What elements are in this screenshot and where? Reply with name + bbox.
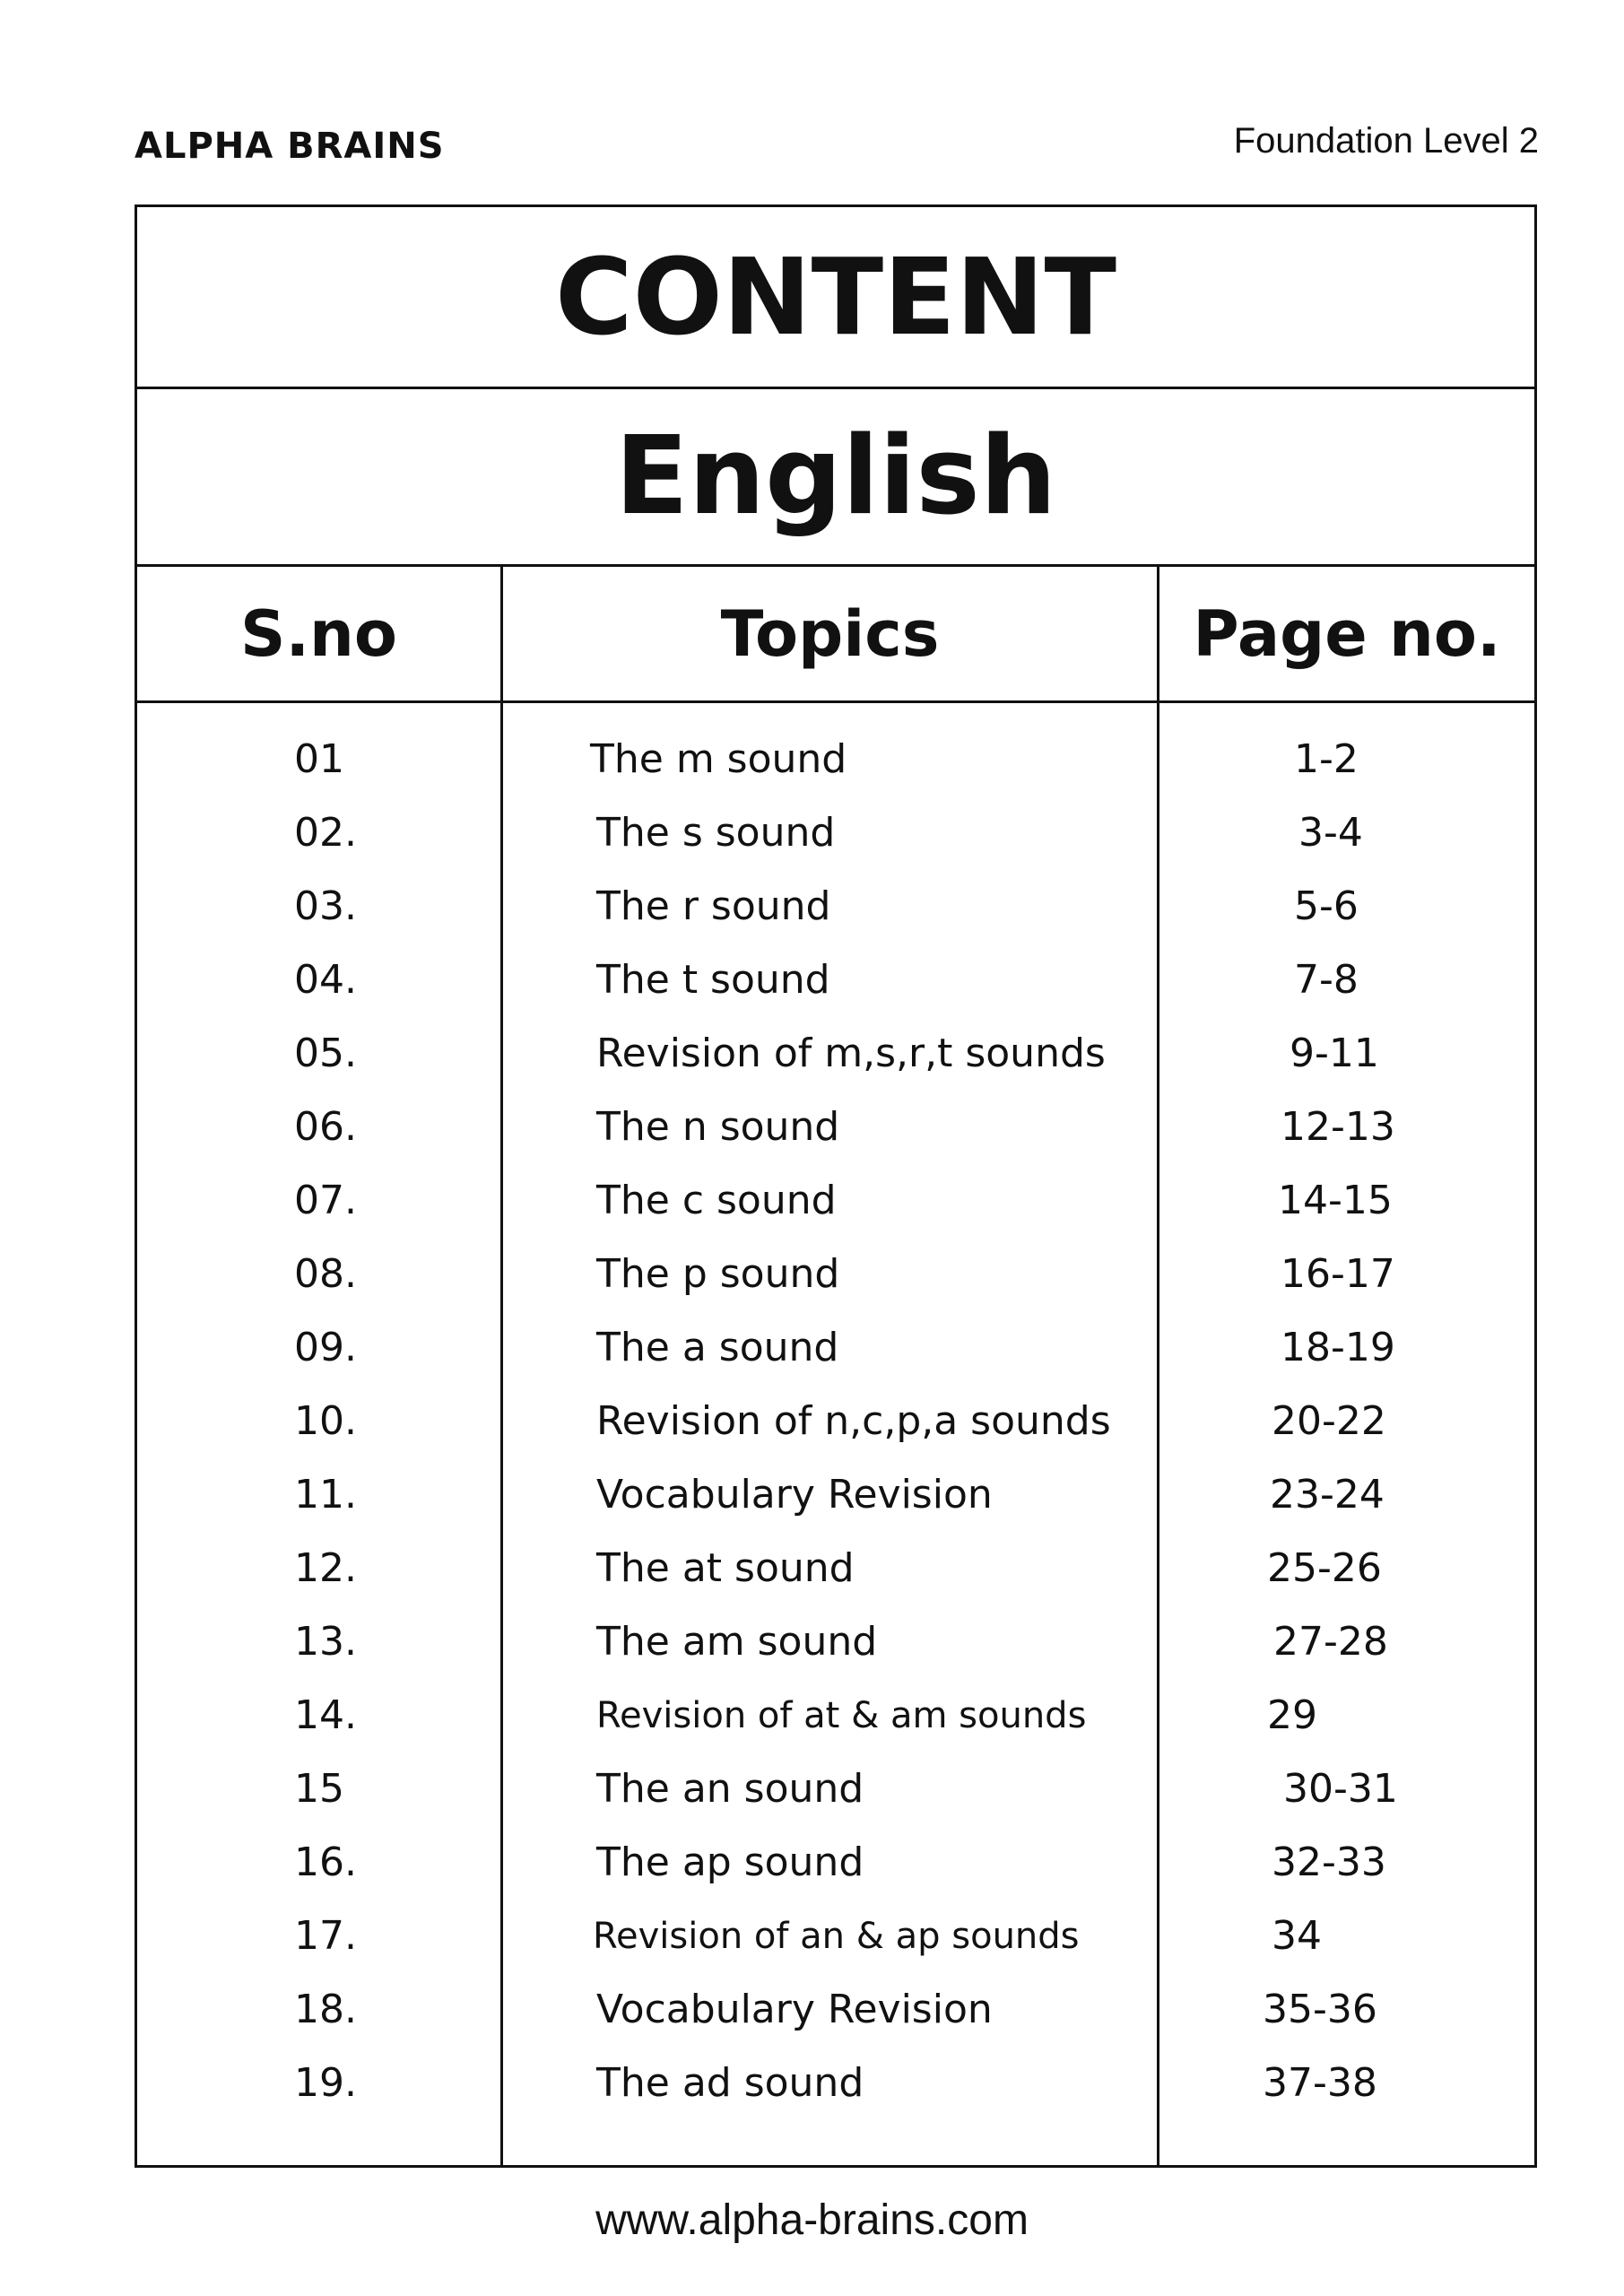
table-row xyxy=(137,1238,1534,1311)
row-topic: The t sound xyxy=(596,957,830,1003)
table-row xyxy=(137,796,1534,870)
row-topic: Vocabulary Revision xyxy=(596,1987,993,2032)
table-row xyxy=(137,1091,1534,1164)
row-sno: 15 xyxy=(294,1766,344,1812)
row-topic: Revision of n,c,p,a sounds xyxy=(596,1398,1111,1444)
row-topic: Revision of an & ap sounds xyxy=(593,1916,1080,1957)
table-row xyxy=(137,1679,1534,1752)
row-sno: 04. xyxy=(294,957,357,1003)
row-pages: 5-6 xyxy=(1294,883,1359,929)
row-pages: 1-2 xyxy=(1294,736,1359,782)
row-sno: 09. xyxy=(294,1325,357,1370)
brand-logo: ALPHA BRAINS xyxy=(135,126,445,167)
row-sno: 06. xyxy=(294,1104,357,1150)
row-topic: Vocabulary Revision xyxy=(596,1472,993,1518)
row-topic: The s sound xyxy=(596,810,836,856)
row-sno: 14. xyxy=(294,1692,357,1738)
row-topic: The n sound xyxy=(596,1104,840,1150)
table-row xyxy=(137,1164,1534,1238)
row-sno: 10. xyxy=(294,1398,357,1444)
row-sno: 17. xyxy=(294,1913,357,1959)
table-header-row xyxy=(137,567,1534,703)
row-sno: 11. xyxy=(294,1472,357,1518)
row-sno: 13. xyxy=(294,1619,357,1665)
row-topic: The c sound xyxy=(596,1178,837,1223)
row-pages: 32-33 xyxy=(1272,1839,1386,1885)
row-topic: Revision of at & am sounds xyxy=(596,1695,1087,1736)
row-topic: The r sound xyxy=(596,883,831,929)
table-row xyxy=(137,1385,1534,1458)
row-sno: 18. xyxy=(294,1987,357,2032)
row-topic: The an sound xyxy=(596,1766,864,1812)
row-pages: 18-19 xyxy=(1281,1325,1395,1370)
row-pages: 20-22 xyxy=(1272,1398,1386,1444)
row-sno: 08. xyxy=(294,1251,357,1297)
table-row xyxy=(137,2047,1534,2120)
row-pages: 16-17 xyxy=(1281,1251,1395,1297)
table-body xyxy=(137,723,1534,2120)
row-pages: 37-38 xyxy=(1263,2060,1377,2106)
table-row xyxy=(137,870,1534,944)
row-sno: 03. xyxy=(294,883,357,929)
page-title: CONTENT xyxy=(137,207,1534,389)
footer-url: www.alpha-brains.com xyxy=(595,2196,1029,2244)
row-pages: 29 xyxy=(1267,1692,1317,1738)
column-header-page-no: Page no. xyxy=(1193,596,1501,671)
row-pages: 7-8 xyxy=(1294,957,1359,1003)
row-pages: 14-15 xyxy=(1278,1178,1393,1223)
table-row xyxy=(137,1900,1534,1973)
row-topic: The at sound xyxy=(596,1545,855,1591)
row-pages: 30-31 xyxy=(1283,1766,1398,1812)
row-topic: The p sound xyxy=(596,1251,840,1297)
table-row xyxy=(137,1752,1534,1826)
row-sno: 16. xyxy=(294,1839,357,1885)
table-row xyxy=(137,1605,1534,1679)
level-label: Foundation Level 2 xyxy=(1233,121,1539,161)
contents-table xyxy=(135,204,1537,2168)
table-row xyxy=(137,723,1534,796)
row-pages: 9-11 xyxy=(1290,1031,1379,1076)
row-sno: 19. xyxy=(294,2060,357,2106)
row-topic: The ap sound xyxy=(596,1839,864,1885)
table-row xyxy=(137,1532,1534,1605)
row-topic: The ad sound xyxy=(596,2060,864,2106)
row-sno: 07. xyxy=(294,1178,357,1223)
table-row xyxy=(137,1973,1534,2047)
row-pages: 12-13 xyxy=(1281,1104,1395,1150)
row-pages: 23-24 xyxy=(1270,1472,1385,1518)
row-pages: 27-28 xyxy=(1273,1619,1388,1665)
table-row xyxy=(137,1017,1534,1091)
row-pages: 35-36 xyxy=(1263,1987,1377,2032)
table-row xyxy=(137,1458,1534,1532)
table-row xyxy=(137,1826,1534,1900)
row-topic: The m sound xyxy=(590,736,847,782)
column-header-topics: Topics xyxy=(720,596,940,671)
row-sno: 01 xyxy=(294,736,344,782)
row-sno: 05. xyxy=(294,1031,357,1076)
table-row xyxy=(137,1311,1534,1385)
row-pages: 3-4 xyxy=(1298,810,1363,856)
column-header-sno: S.no xyxy=(240,596,397,671)
table-row xyxy=(137,944,1534,1017)
row-topic: Revision of m,s,r,t sounds xyxy=(596,1031,1106,1076)
subject-title: English xyxy=(137,389,1534,567)
row-sno: 02. xyxy=(294,810,357,856)
row-topic: The a sound xyxy=(596,1325,839,1370)
row-sno: 12. xyxy=(294,1545,357,1591)
row-topic: The am sound xyxy=(596,1619,878,1665)
row-pages: 34 xyxy=(1272,1913,1322,1959)
row-pages: 25-26 xyxy=(1267,1545,1382,1591)
